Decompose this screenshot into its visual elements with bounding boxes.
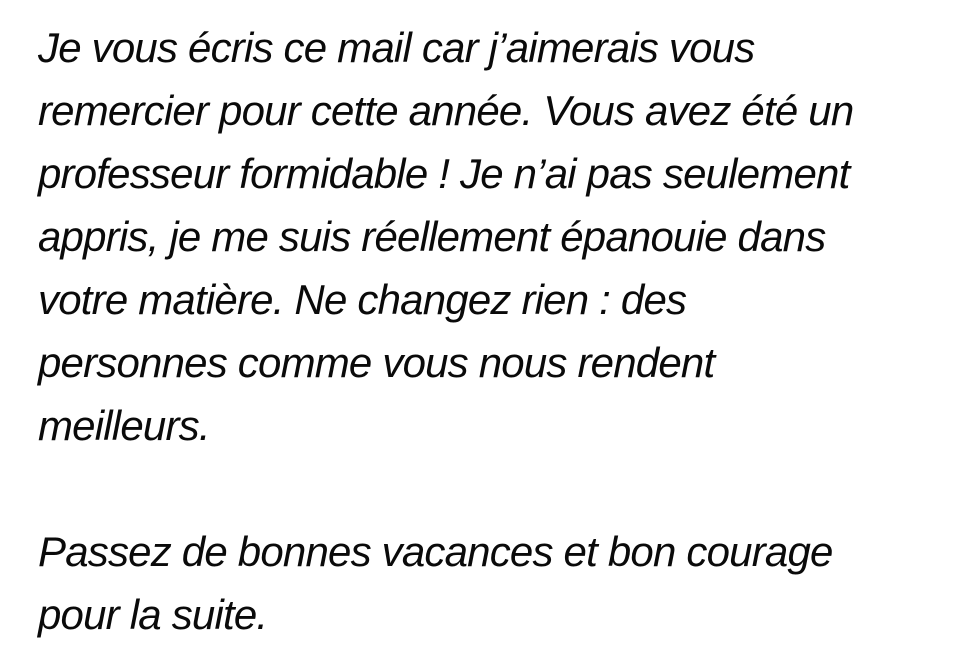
paragraph-thanks: [38, 16, 940, 457]
paragraph-farewell: [38, 520, 940, 646]
text-line: remercier pour cette année. Vous avez été un: [38, 87, 854, 134]
text-line: personnes comme vous nous rendent: [38, 339, 715, 386]
text-line: Passez de bonnes vacances et bon courage: [38, 528, 833, 575]
text-line: pour la suite.: [38, 591, 268, 638]
text-line: appris, je me suis réellement épanouie dans: [38, 213, 826, 260]
text-line: votre matière. Ne changez rien : des: [38, 276, 687, 323]
text-line: Je vous écris ce mail car j’aimerais vous: [38, 24, 755, 71]
text-line: professeur formidable ! Je n’ai pas seulement: [38, 150, 850, 197]
text-line: meilleurs.: [38, 402, 210, 449]
